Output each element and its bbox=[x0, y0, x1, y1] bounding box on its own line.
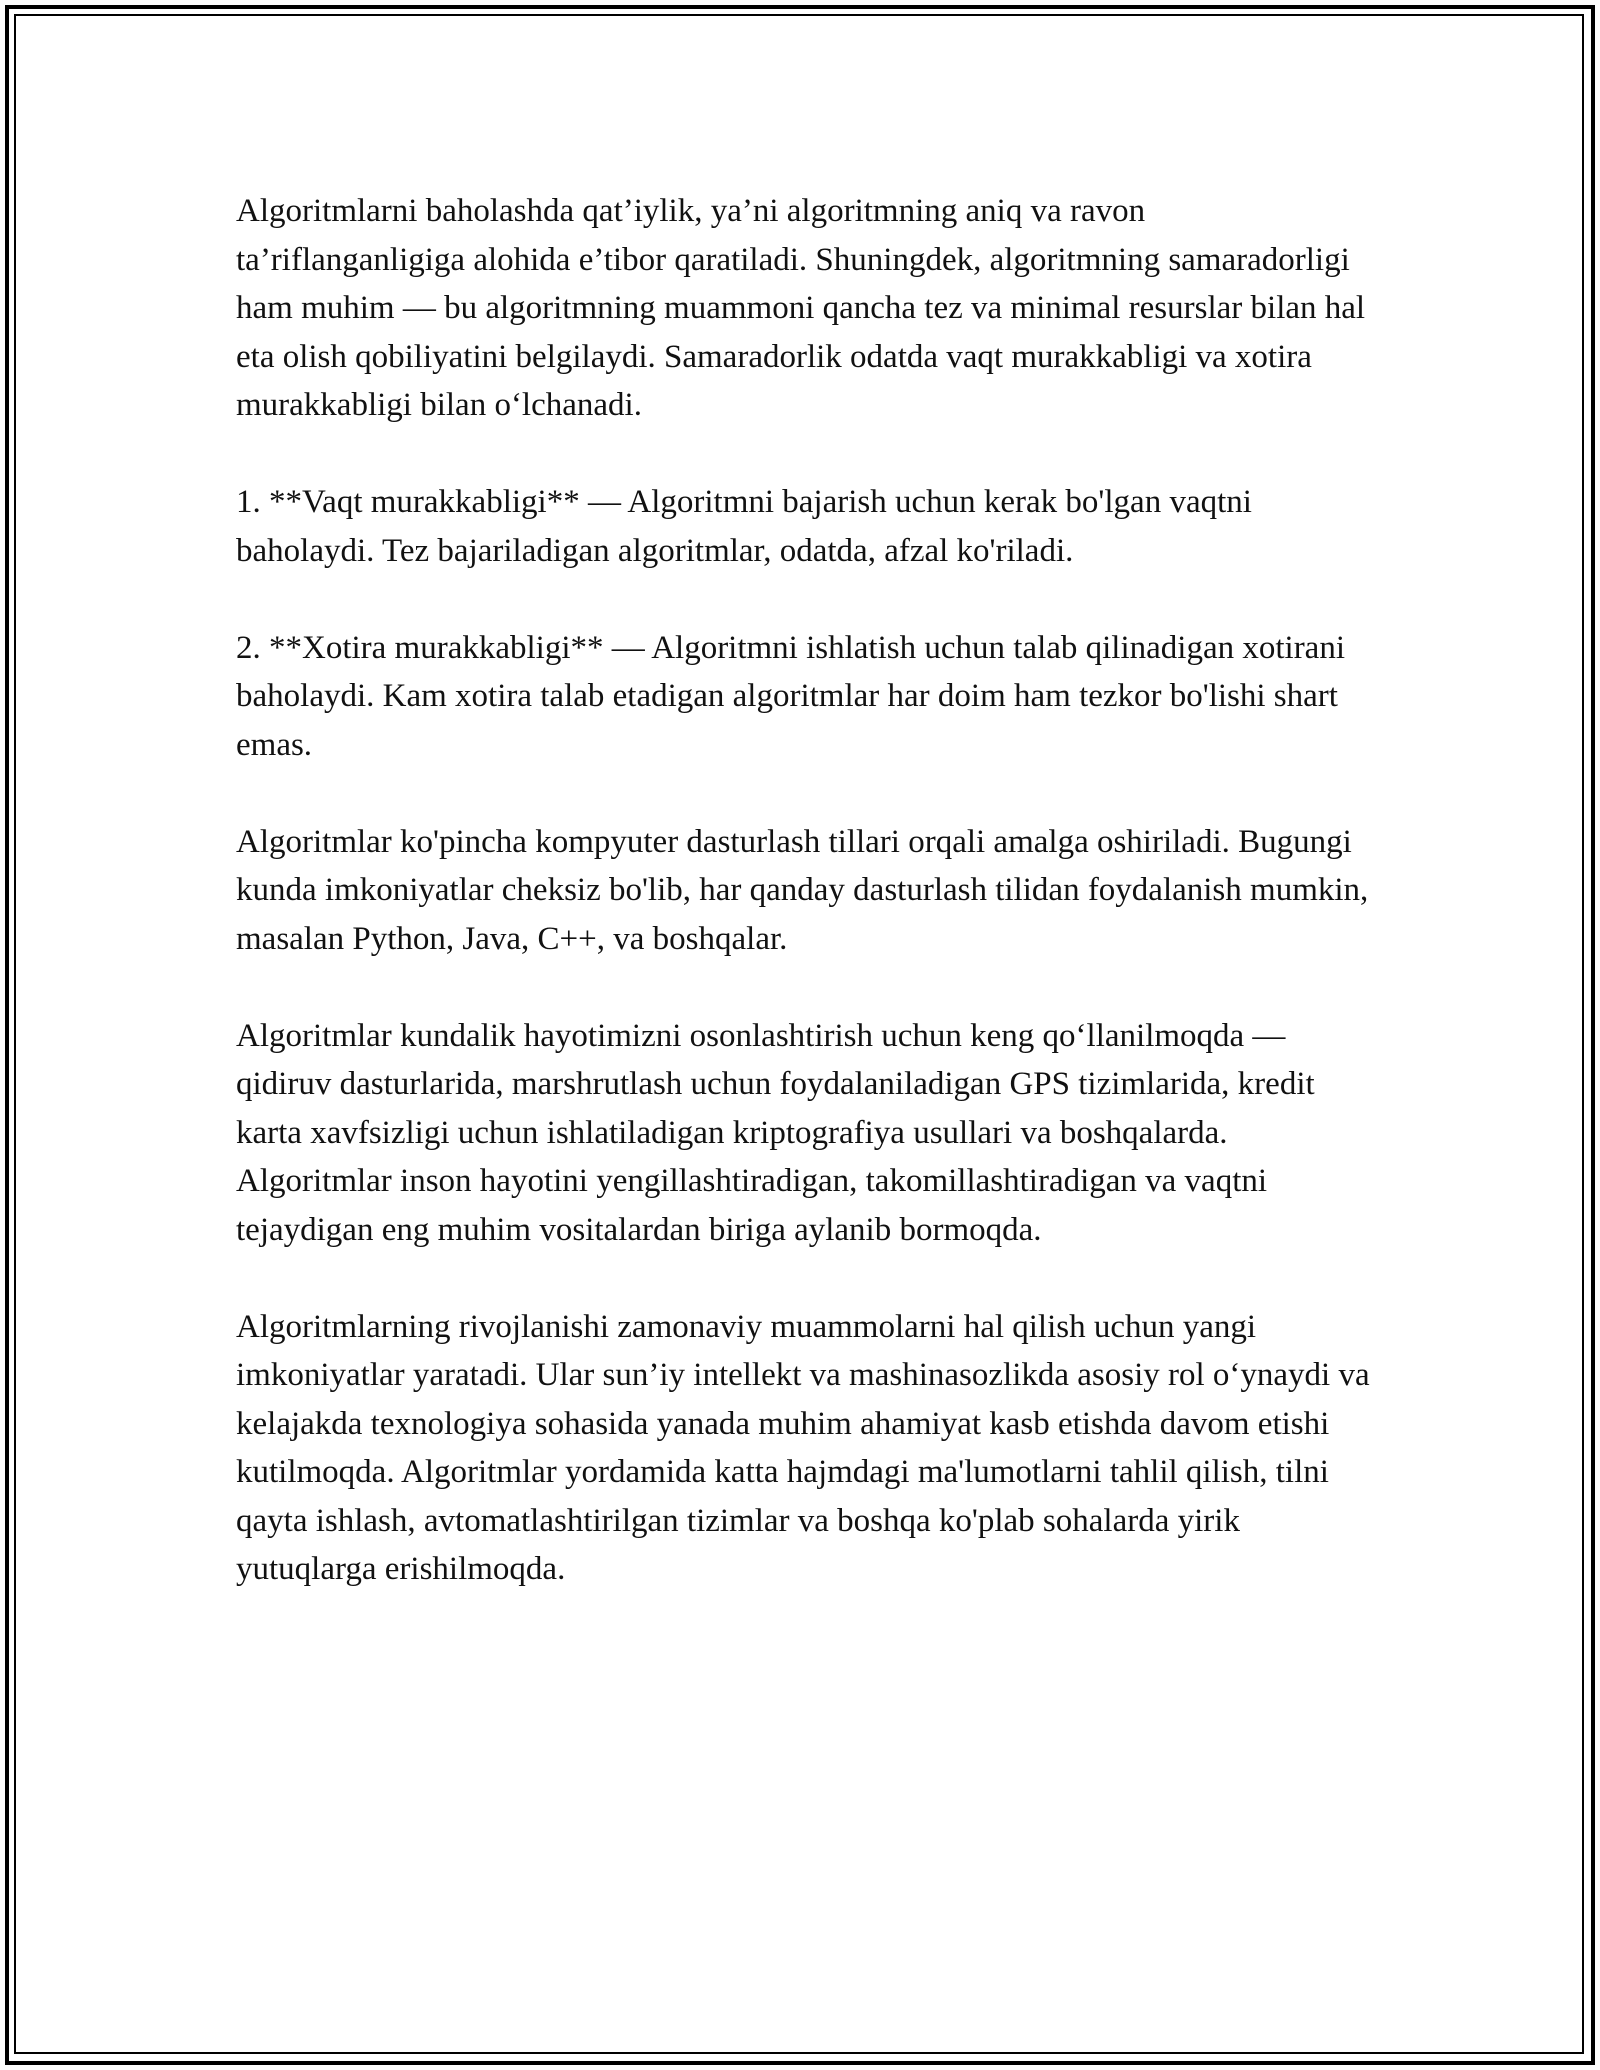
list-item-time-complexity: 1. **Vaqt murakkabligi** — Algoritmni bajarish uchun kerak bo'lgan vaqtni baholaydi. Tez bajariladigan algoritmlar, odatda, afzal ko'riladi. bbox=[236, 484, 1252, 569]
paragraph-programming-languages: Algoritmlar ko'pincha kompyuter dasturlash tillari orqali amalga oshiriladi. Bugungi kunda imkoniyatlar cheksiz bo'lib, har qanday dasturlash tilidan foydalanish mumkin, masalan Python, Java, C++, va boshqalar. bbox=[236, 823, 1369, 957]
paragraph-daily-use: Algoritmlar kundalik hayotimizni osonlashtirish uchun keng qo‘llanilmoqda — qidiruv dasturlarida, marshrutlash uchun foydalaniladigan GPS tizimlarida, kredit karta xavfsizligi uchun ishlatiladigan kriptografiya usullari va boshqalarda. Algoritmlar inson hayotini yengillashtiradigan, takomillashtiradigan va vaqtni tejaydigan eng muhim vositalardan biriga aylanib bormoqda. bbox=[236, 1017, 1315, 1248]
list-item-memory-complexity: 2. **Xotira murakkabligi** — Algoritmni ishlatish uchun talab qilinadigan xotirani baholaydi. Kam xotira talab etadigan algoritmlar har doim ham tezkor bo'lishi shart emas. bbox=[236, 629, 1345, 763]
paragraph-development: Algoritmlarning rivojlanishi zamonaviy muammolarni hal qilish uchun yangi imkoniyatlar yaratadi. Ular sun’iy intellekt va mashinasozlikda asosiy rol o‘ynaydi va kelajakda texnologiya sohasida yanada muhim ahamiyat kasb etishda davom etishi kutilmoqda. Algoritmlar yordamida katta hajmdagi ma'lumotlarni tahlil qilish, tilni qayta ishlash, avtomatlashtirilgan tizimlar va boshqa ko'plab sohalarda yirik yutuqlarga erishilmoqda. bbox=[236, 1308, 1370, 1587]
paragraph-evaluation: Algoritmlarni baholashda qat’iylik, ya’ni algoritmning aniq va ravon ta’riflanganligiga alohida e’tibor qaratiladi. Shuningdek, algoritmning samaradorligi ham muhim — bu algoritmning muammoni qancha tez va minimal resurslar bilan hal eta olish qobiliyatini belgilaydi. Samaradorlik odatda vaqt murakkabligi va xotira murakkabligi bilan o‘lchanadi. bbox=[236, 193, 1366, 423]
document-body bbox=[236, 187, 1376, 1594]
